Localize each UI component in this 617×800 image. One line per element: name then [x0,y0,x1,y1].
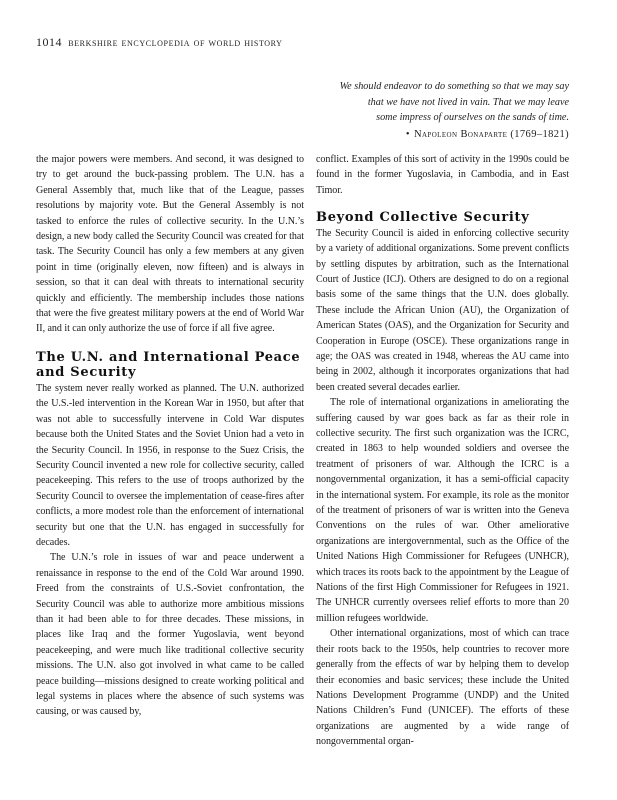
left-column [36,152,304,720]
epigraph-quote [269,79,569,142]
bullet-icon: • [405,128,410,140]
section-heading: The U.N. and International Peace and Security [36,349,301,381]
attribution-name: Napoleon Bonaparte (1769–1821) [413,128,569,140]
paragraph: conflict. Examples of this sort of activity in the 1990s could be found in the former Yugoslavia, in Cambodia, and in East Timor. [316,154,569,196]
epigraph-line: some impress of ourselves on the sands of time. [376,112,569,123]
page-number: 1014 [36,35,62,49]
epigraph-line: We should endeavor to do something so that we may say [339,81,569,92]
running-head [36,35,283,50]
paragraph: the major powers were members. And second, it was designed to try to get around the buck-passing problem. The U.N. has a General Assembly that, much like that of the League, passes resolutions by majority vote. But the General Assembly is not tasked to enforce the rules of collective security. In the U.N.’s design, a new body called the Security Council was created for that task. The Security Council has only a few members at any given point in time (originally eleven, now fifteen) and is always in session, so that it can deal with threats to international security quickly and efficiently. The membership includes those nations that were the five greatest military powers at the end of World War II, and it can only authorize the use of force if all five agree. [36,154,304,335]
paragraph: The role of international organizations in ameliorating the suffering caused by war goes back as far as their role in collective security. The first such organization was the ICRC, created in 1863 to help wounded soldiers and oversee the treatment of prisoners of war. Although the ICRC is a nongovernmental organization, it has a semi-official capacity in the international system. For example, its role as the monitor of the treatment of prisoners of war is written into the Geneva Conventions on the rules of war. Other ameliorative organizations are intergovernmental, such as the Office of the United Nations High Commissioner for Refugees (UNHCR), which traces its roots back to the appointment by the League of Nations of the first High Commissioner for Refugees in 1921. The UNHCR currently oversees relief efforts to more than 20 million refugees worldwide. [316,397,569,624]
paragraph: The U.N.’s role in issues of war and peace underwent a renaissance in response to the end of the Cold War around 1990. Freed from the constraints of U.S.-Soviet confrontation, the Security Council was able to authorize more ambitious missions than it had been able to for three decades. These missions, in places like Iraq and the former Yugoslavia, went beyond peacekeeping, and were much like traditional collective security missions. The U.N. also got involved in what came to be called peace building—missions designed to create working political and legal systems in places where the absence of such systems was causing, or was caused by, [36,552,304,718]
paragraph: The system never really worked as planned. The U.N. authorized the U.S.-led intervention in the Korean War in 1950, but after that was not able to successfully intervene in Cold War disputes because both the United States and the Soviet Union had a veto in the Security Council. In 1956, in response to the Suez Crisis, the Security Council invented a new role for collective security, called peacekeeping. This refers to the use of troops authorized by the Security Council to oversee the implementation of cease-fires after conflicts, a more modest role than the enforcement of international security but one that the U.N. has engaged in successfully for decades. [36,382,304,548]
epigraph-attribution [269,127,569,143]
epigraph-line: that we have not lived in vain. That we may leave [367,96,569,108]
right-column [316,152,569,750]
paragraph: Other international organizations, most of which can trace their roots back to the 1950s, help countries to recover more generally from the effects of war by helping them to develop their economies and basic services; these include the United Nations Development Programme (UNDP) and the United Nations Children’s Fund (UNICEF). The efforts of these organizations are augmented by a wide range of nongovernmental organ- [316,628,569,748]
book-title: berkshire encyclopedia of world history [68,37,283,49]
paragraph: The Security Council is aided in enforcing collective security by a variety of additional organizations. Some prevent conflicts by settling disputes by arbitration, such as the International Court of Justice (ICJ). Others are designed to do on a regional basis some of the same things that the U.N. does globally. These include the African Union (AU), the Organization of American States (OAS), and the Organization for Security and Cooperation in Europe (OSCE). These organizations range in age; the OAS was created in 1948, whereas the AU came into being in 2002, although it incorporates organizations that had been created several decades earlier. [316,227,569,393]
section-heading: Beyond Collective Security [316,210,530,226]
